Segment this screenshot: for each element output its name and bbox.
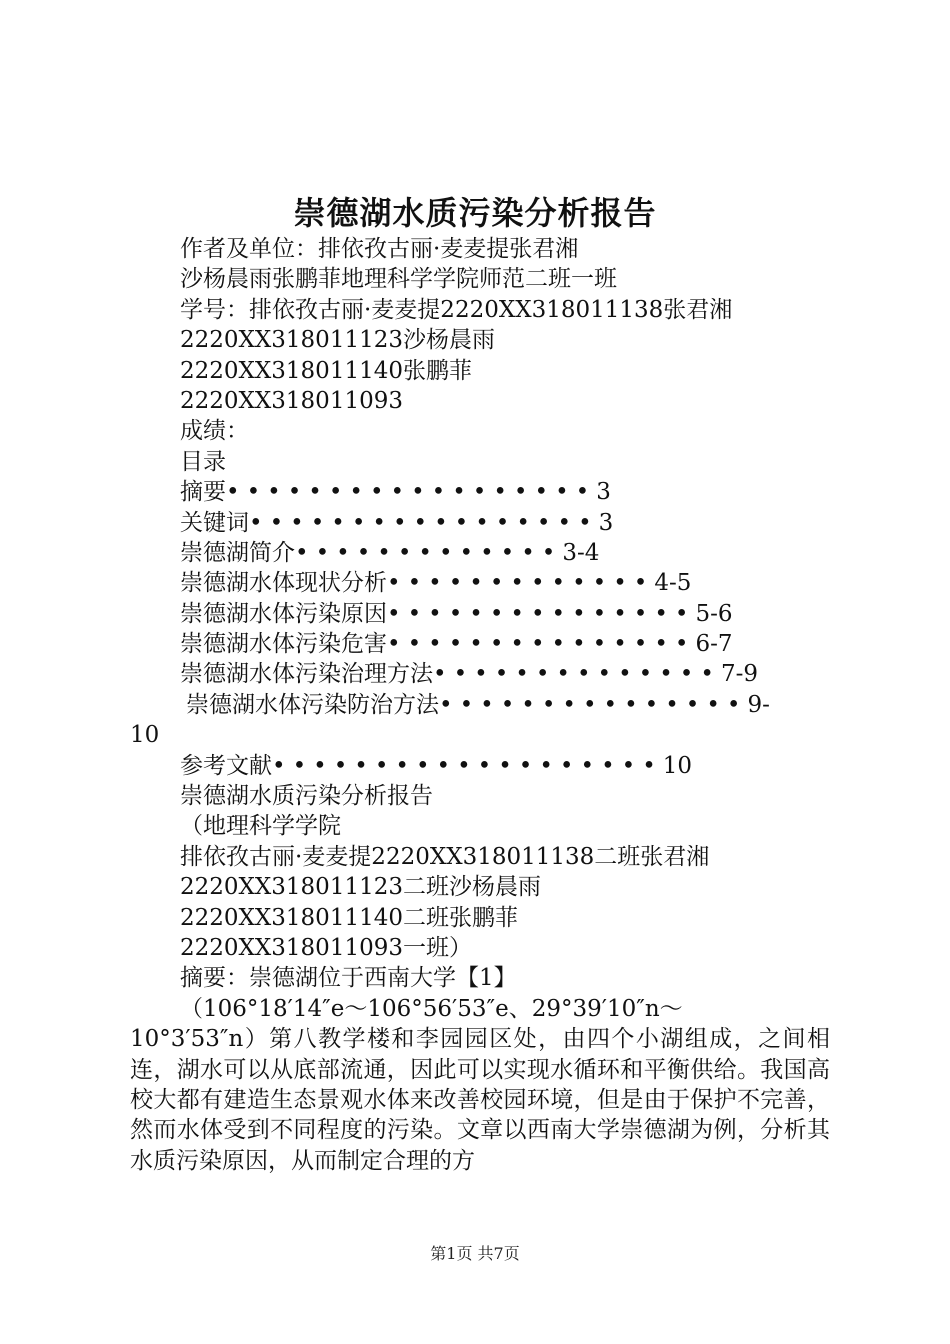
- page-footer: 第1页 共7页: [430, 1244, 520, 1263]
- affiliation-line: 排依孜古丽·麦麦提2220XX318011138二班张君湘: [180, 843, 710, 870]
- report-subtitle: 崇德湖水质污染分析报告: [180, 783, 433, 810]
- toc-leader-dots: •••••••••••••••••: [249, 509, 599, 536]
- toc-entry: [130, 599, 830, 629]
- toc-leader-dots: •••••••••••••••: [387, 600, 696, 627]
- toc-entry-label: 崇德湖水体污染防治方法: [186, 691, 439, 718]
- toc-entry: [130, 538, 830, 568]
- toc-leader-dots: •••••••••••••••••••: [272, 752, 663, 779]
- toc-leader-dots: •••••••••••••••: [439, 691, 748, 718]
- affiliation-line: 2220XX318011123二班沙杨晨雨: [180, 874, 541, 901]
- toc-entry: [130, 751, 830, 781]
- affiliation-line: （地理科学学院: [180, 813, 341, 840]
- toc-entry: [130, 477, 830, 507]
- toc-entry: [130, 508, 830, 538]
- toc-leader-dots: •••••••••••••: [295, 539, 563, 566]
- toc-entry-page: 6-7: [695, 631, 733, 658]
- toc-entry-page: 5-6: [695, 600, 733, 627]
- toc-entry-page: 3: [598, 509, 614, 536]
- toc-leader-dots: ••••••••••••••••••: [226, 479, 597, 506]
- affiliation-line: 2220XX318011093一班）: [180, 934, 472, 961]
- document-title: 崇德湖水质污染分析报告: [293, 194, 657, 232]
- toc-entry-label: 崇德湖简介: [180, 539, 295, 566]
- student-id-line: 2220XX318011123沙杨晨雨: [180, 327, 495, 354]
- toc-entry-label: 关键词: [180, 509, 249, 536]
- toc-entry-page: 3: [596, 479, 611, 506]
- toc-leader-dots: ••••••••••••••: [433, 661, 721, 688]
- toc-leader-dots: •••••••••••••••: [387, 631, 696, 658]
- toc-entry-label: 崇德湖水体污染治理方法: [180, 661, 433, 688]
- toc-entry-page-wrap: 10: [130, 722, 160, 749]
- toc-entry-label: 崇德湖水体现状分析: [180, 570, 387, 597]
- toc-entry: [130, 568, 830, 598]
- toc-entry: [130, 629, 830, 659]
- toc-entry-label: 参考文献: [180, 752, 272, 779]
- author-line: 作者及单位：排依孜古丽·麦麦提张君湘: [180, 236, 579, 262]
- toc-entry-page: 10: [662, 752, 693, 779]
- abstract-heading: 摘要：崇德湖位于西南大学【1】: [180, 965, 517, 992]
- toc-entry-page: 7-9: [720, 661, 758, 688]
- toc-entry-label: 崇德湖水体污染原因: [180, 600, 387, 627]
- document-body: [130, 234, 830, 1176]
- student-id-line: 学号：排依孜古丽·麦麦提2220XX318011138张君湘: [180, 296, 733, 323]
- toc-leader-dots: •••••••••••••: [387, 570, 655, 597]
- grade-label: 成绩：: [180, 418, 249, 445]
- affiliation-line: 2220XX318011140二班张鹏菲: [180, 904, 518, 931]
- abstract-coordinates: （106°18′14″e～106°56′53″e、29°39′10″n～: [180, 995, 683, 1022]
- toc-entry-label: 摘要: [180, 479, 226, 506]
- toc-entry-label: 崇德湖水体污染危害: [180, 631, 387, 658]
- toc-heading: 目录: [180, 448, 226, 475]
- student-id-line: 2220XX318011140张鹏菲: [180, 357, 472, 384]
- abstract-paragraph: 10°3′53″n）第八教学楼和李园园区处，由四个小湖组成，之间相连，湖水可以从底部流通，因此可以实现水循环和平衡供给。我国高校大都有建造生态景观水体来改善校园环境，但是由于保护不完善，然而水体受到不同程度的污染。文章以西南大学崇德湖为例，分析其水质污染原因，从而制定合理的方: [130, 1026, 830, 1174]
- toc-entry-page: 3-4: [562, 539, 600, 566]
- author-line: 沙杨晨雨张鹏菲地理科学学院师范二班一班: [180, 266, 617, 293]
- toc-entry-page: 4-5: [654, 570, 692, 597]
- student-id-line: 2220XX318011093: [180, 387, 403, 414]
- toc-entry: [130, 690, 830, 720]
- toc-entry: [130, 659, 830, 689]
- toc-entry-page: 9-: [747, 691, 770, 718]
